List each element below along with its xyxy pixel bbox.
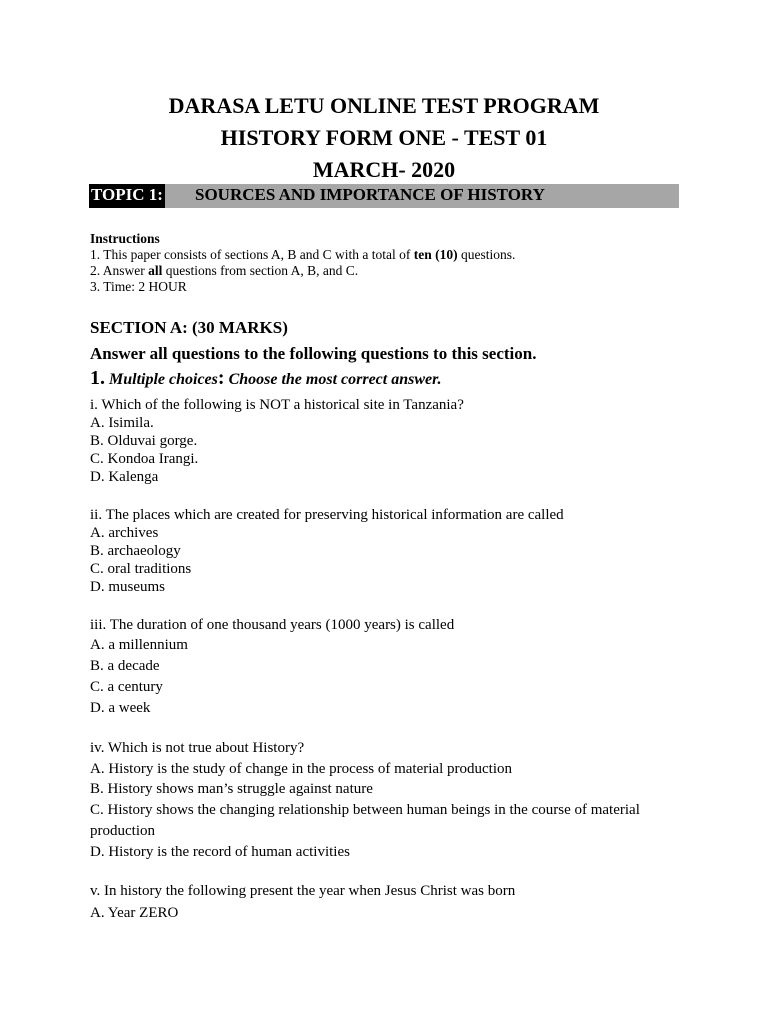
- answer-option: A. a millennium: [90, 637, 188, 653]
- answer-option: C. History shows the changing relationship between human beings in the course of material: [90, 802, 640, 818]
- topic-title: SOURCES AND IMPORTANCE OF HISTORY: [195, 185, 545, 204]
- question-1-instruction: Choose the most correct answer.: [228, 371, 442, 388]
- instruction-item-1-text: 1. This paper consists of sections A, B and C with a total of: [90, 247, 414, 262]
- section-a-title: SECTION A: (30 MARKS): [90, 318, 288, 337]
- answer-option: D. History is the record of human activities: [90, 844, 350, 860]
- header-line-1: DARASA LETU ONLINE TEST PROGRAM: [168, 93, 600, 118]
- header-line-2: HISTORY FORM ONE - TEST 01: [220, 125, 548, 150]
- question-1-type: Multiple choices: [109, 371, 218, 388]
- answer-option: B. Olduvai gorge.: [90, 433, 198, 449]
- question-stem: iv. Which is not true about History?: [90, 740, 305, 756]
- answer-option: B. archaeology: [90, 543, 181, 559]
- answer-option: C. oral traditions: [90, 561, 192, 577]
- header-line-3: MARCH- 2020: [312, 157, 456, 182]
- instruction-item-3: 3. Time: 2 HOUR: [90, 279, 187, 294]
- question-stem: iii. The duration of one thousand years (1000 years) is called: [90, 617, 455, 633]
- answer-option: A. History is the study of change in the process of material production: [90, 761, 512, 777]
- answer-option: A. Year ZERO: [90, 905, 179, 921]
- instruction-item-2-text: 2. Answer: [90, 263, 149, 278]
- instruction-item-2-emphasis: all: [148, 263, 163, 278]
- answer-option: D. museums: [90, 579, 165, 595]
- question-1-number: 1.: [90, 367, 105, 389]
- instruction-item-1-emphasis: ten (10): [413, 247, 458, 262]
- answer-option: B. a decade: [90, 658, 160, 674]
- answer-option: C. a century: [90, 679, 163, 695]
- answer-option: A. archives: [90, 525, 159, 541]
- answer-option: D. a week: [90, 700, 151, 716]
- answer-option-continuation: production: [90, 823, 155, 839]
- question-stem: ii. The places which are created for preserving historical information are called: [90, 507, 564, 523]
- topic-label: TOPIC 1:: [89, 184, 165, 208]
- answer-option: D. Kalenga: [90, 469, 159, 485]
- question-stem: i. Which of the following is NOT a historical site in Tanzania?: [90, 397, 464, 413]
- question-stem: v. In history the following present the year when Jesus Christ was born: [90, 883, 516, 899]
- question-1-colon: :: [217, 367, 225, 389]
- answer-option: A. Isimila.: [90, 415, 154, 431]
- section-a-subtitle: Answer all questions to the following questions to this section.: [90, 344, 537, 363]
- instruction-item-2-text-end: questions from section A, B, and C.: [162, 263, 359, 278]
- answer-option: C. Kondoa Irangi.: [90, 451, 199, 467]
- instruction-item-1: [90, 247, 515, 263]
- instructions-heading: Instructions: [90, 231, 160, 246]
- question-1-heading: [90, 367, 441, 390]
- instruction-item-2: [90, 263, 358, 279]
- instruction-item-1-text-end: questions.: [457, 247, 516, 262]
- topic-banner: [89, 184, 679, 208]
- answer-option: B. History shows man’s struggle against nature: [90, 781, 373, 797]
